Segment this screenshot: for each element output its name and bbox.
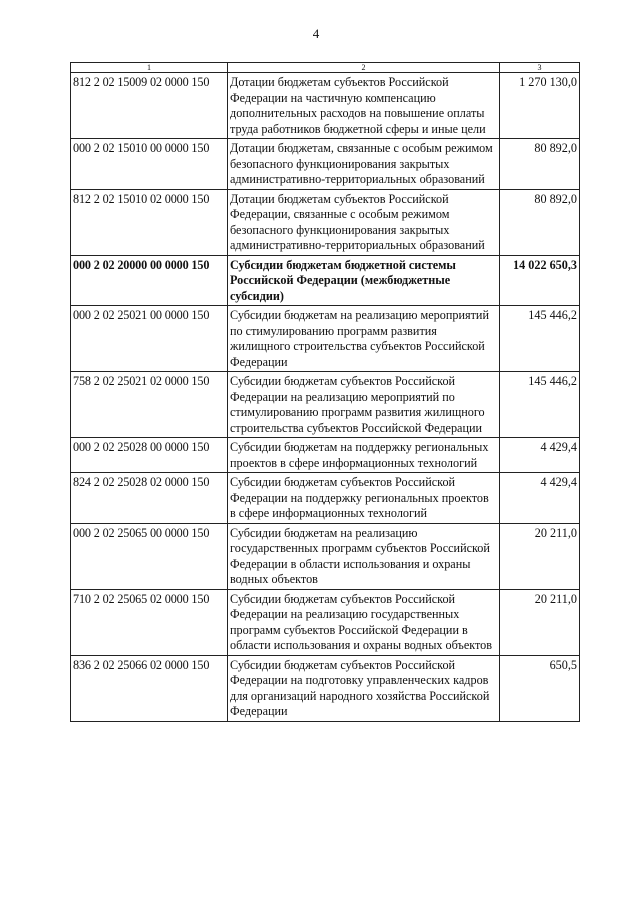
- header-row: [71, 63, 580, 73]
- description-cell: Субсидии бюджетам субъектов Российской Федерации на подготовку управленческих кадров для организаций народного хозяйства Российской Федерации: [228, 655, 500, 721]
- amount-cell: 1 270 130,0: [500, 73, 580, 139]
- table-row: [71, 73, 580, 139]
- description-cell: Дотации бюджетам субъектов Российской Федерации, связанные с особым режимом безопасного функционирования закрытых административно-территориальных образований: [228, 189, 500, 255]
- table-row: [71, 372, 580, 438]
- table-row: [71, 589, 580, 655]
- description-cell: Субсидии бюджетам на поддержку региональных проектов в сфере информационных технологий: [228, 438, 500, 473]
- budget-code-cell: 836 2 02 25066 02 0000 150: [71, 655, 228, 721]
- budget-code-cell: 824 2 02 25028 02 0000 150: [71, 473, 228, 524]
- budget-table: [70, 62, 580, 722]
- budget-code-cell: 812 2 02 15009 02 0000 150: [71, 73, 228, 139]
- table-row: [71, 189, 580, 255]
- amount-cell: 14 022 650,3: [500, 255, 580, 306]
- table-row-section-total: [71, 255, 580, 306]
- description-cell: Субсидии бюджетам бюджетной системы Российской Федерации (межбюджетные субсидии): [228, 255, 500, 306]
- amount-cell: 4 429,4: [500, 438, 580, 473]
- description-cell: Субсидии бюджетам на реализацию мероприятий по стимулированию программ развития жилищного строительства субъектов Российской Федерации: [228, 306, 500, 372]
- table-row: [71, 473, 580, 524]
- amount-cell: 20 211,0: [500, 589, 580, 655]
- amount-cell: 80 892,0: [500, 139, 580, 190]
- table-row: [71, 523, 580, 589]
- amount-cell: 20 211,0: [500, 523, 580, 589]
- budget-code-cell: 000 2 02 25021 00 0000 150: [71, 306, 228, 372]
- description-cell: Субсидии бюджетам субъектов Российской Федерации на реализацию государственных программ субъектов Российской Федерации в области использования и охраны водных объектов: [228, 589, 500, 655]
- budget-code-cell: 000 2 02 25065 00 0000 150: [71, 523, 228, 589]
- description-cell: Субсидии бюджетам субъектов Российской Федерации на поддержку региональных проектов в сфере информационных технологий: [228, 473, 500, 524]
- budget-code-cell: 000 2 02 15010 00 0000 150: [71, 139, 228, 190]
- description-cell: Дотации бюджетам субъектов Российской Федерации на частичную компенсацию дополнительных расходов на повышение оплаты труда работников бюджетной сферы и иные цели: [228, 73, 500, 139]
- amount-cell: 145 446,2: [500, 372, 580, 438]
- table-row: [71, 438, 580, 473]
- table-row: [71, 306, 580, 372]
- budget-code-cell: 000 2 02 25028 00 0000 150: [71, 438, 228, 473]
- description-cell: Субсидии бюджетам субъектов Российской Федерации на реализацию мероприятий по стимулированию программ развития жилищного строительства субъектов Российской Федерации: [228, 372, 500, 438]
- column-number-3: 3: [500, 63, 580, 73]
- description-cell: Субсидии бюджетам на реализацию государственных программ субъектов Российской Федерации в области использования и охраны водных объектов: [228, 523, 500, 589]
- column-number-2: 2: [228, 63, 500, 73]
- column-number-1: 1: [71, 63, 228, 73]
- table-header: [71, 63, 580, 73]
- table-body: [71, 73, 580, 722]
- table-row: [71, 655, 580, 721]
- budget-code-cell: 758 2 02 25021 02 0000 150: [71, 372, 228, 438]
- budget-code-cell: 812 2 02 15010 02 0000 150: [71, 189, 228, 255]
- amount-cell: 80 892,0: [500, 189, 580, 255]
- budget-code-cell: 710 2 02 25065 02 0000 150: [71, 589, 228, 655]
- description-cell: Дотации бюджетам, связанные с особым режимом безопасного функционирования закрытых административно-территориальных образований: [228, 139, 500, 190]
- page-number: 4: [312, 26, 320, 41]
- table-row: [71, 139, 580, 190]
- amount-cell: 650,5: [500, 655, 580, 721]
- budget-code-cell: 000 2 02 20000 00 0000 150: [71, 255, 228, 306]
- amount-cell: 145 446,2: [500, 306, 580, 372]
- amount-cell: 4 429,4: [500, 473, 580, 524]
